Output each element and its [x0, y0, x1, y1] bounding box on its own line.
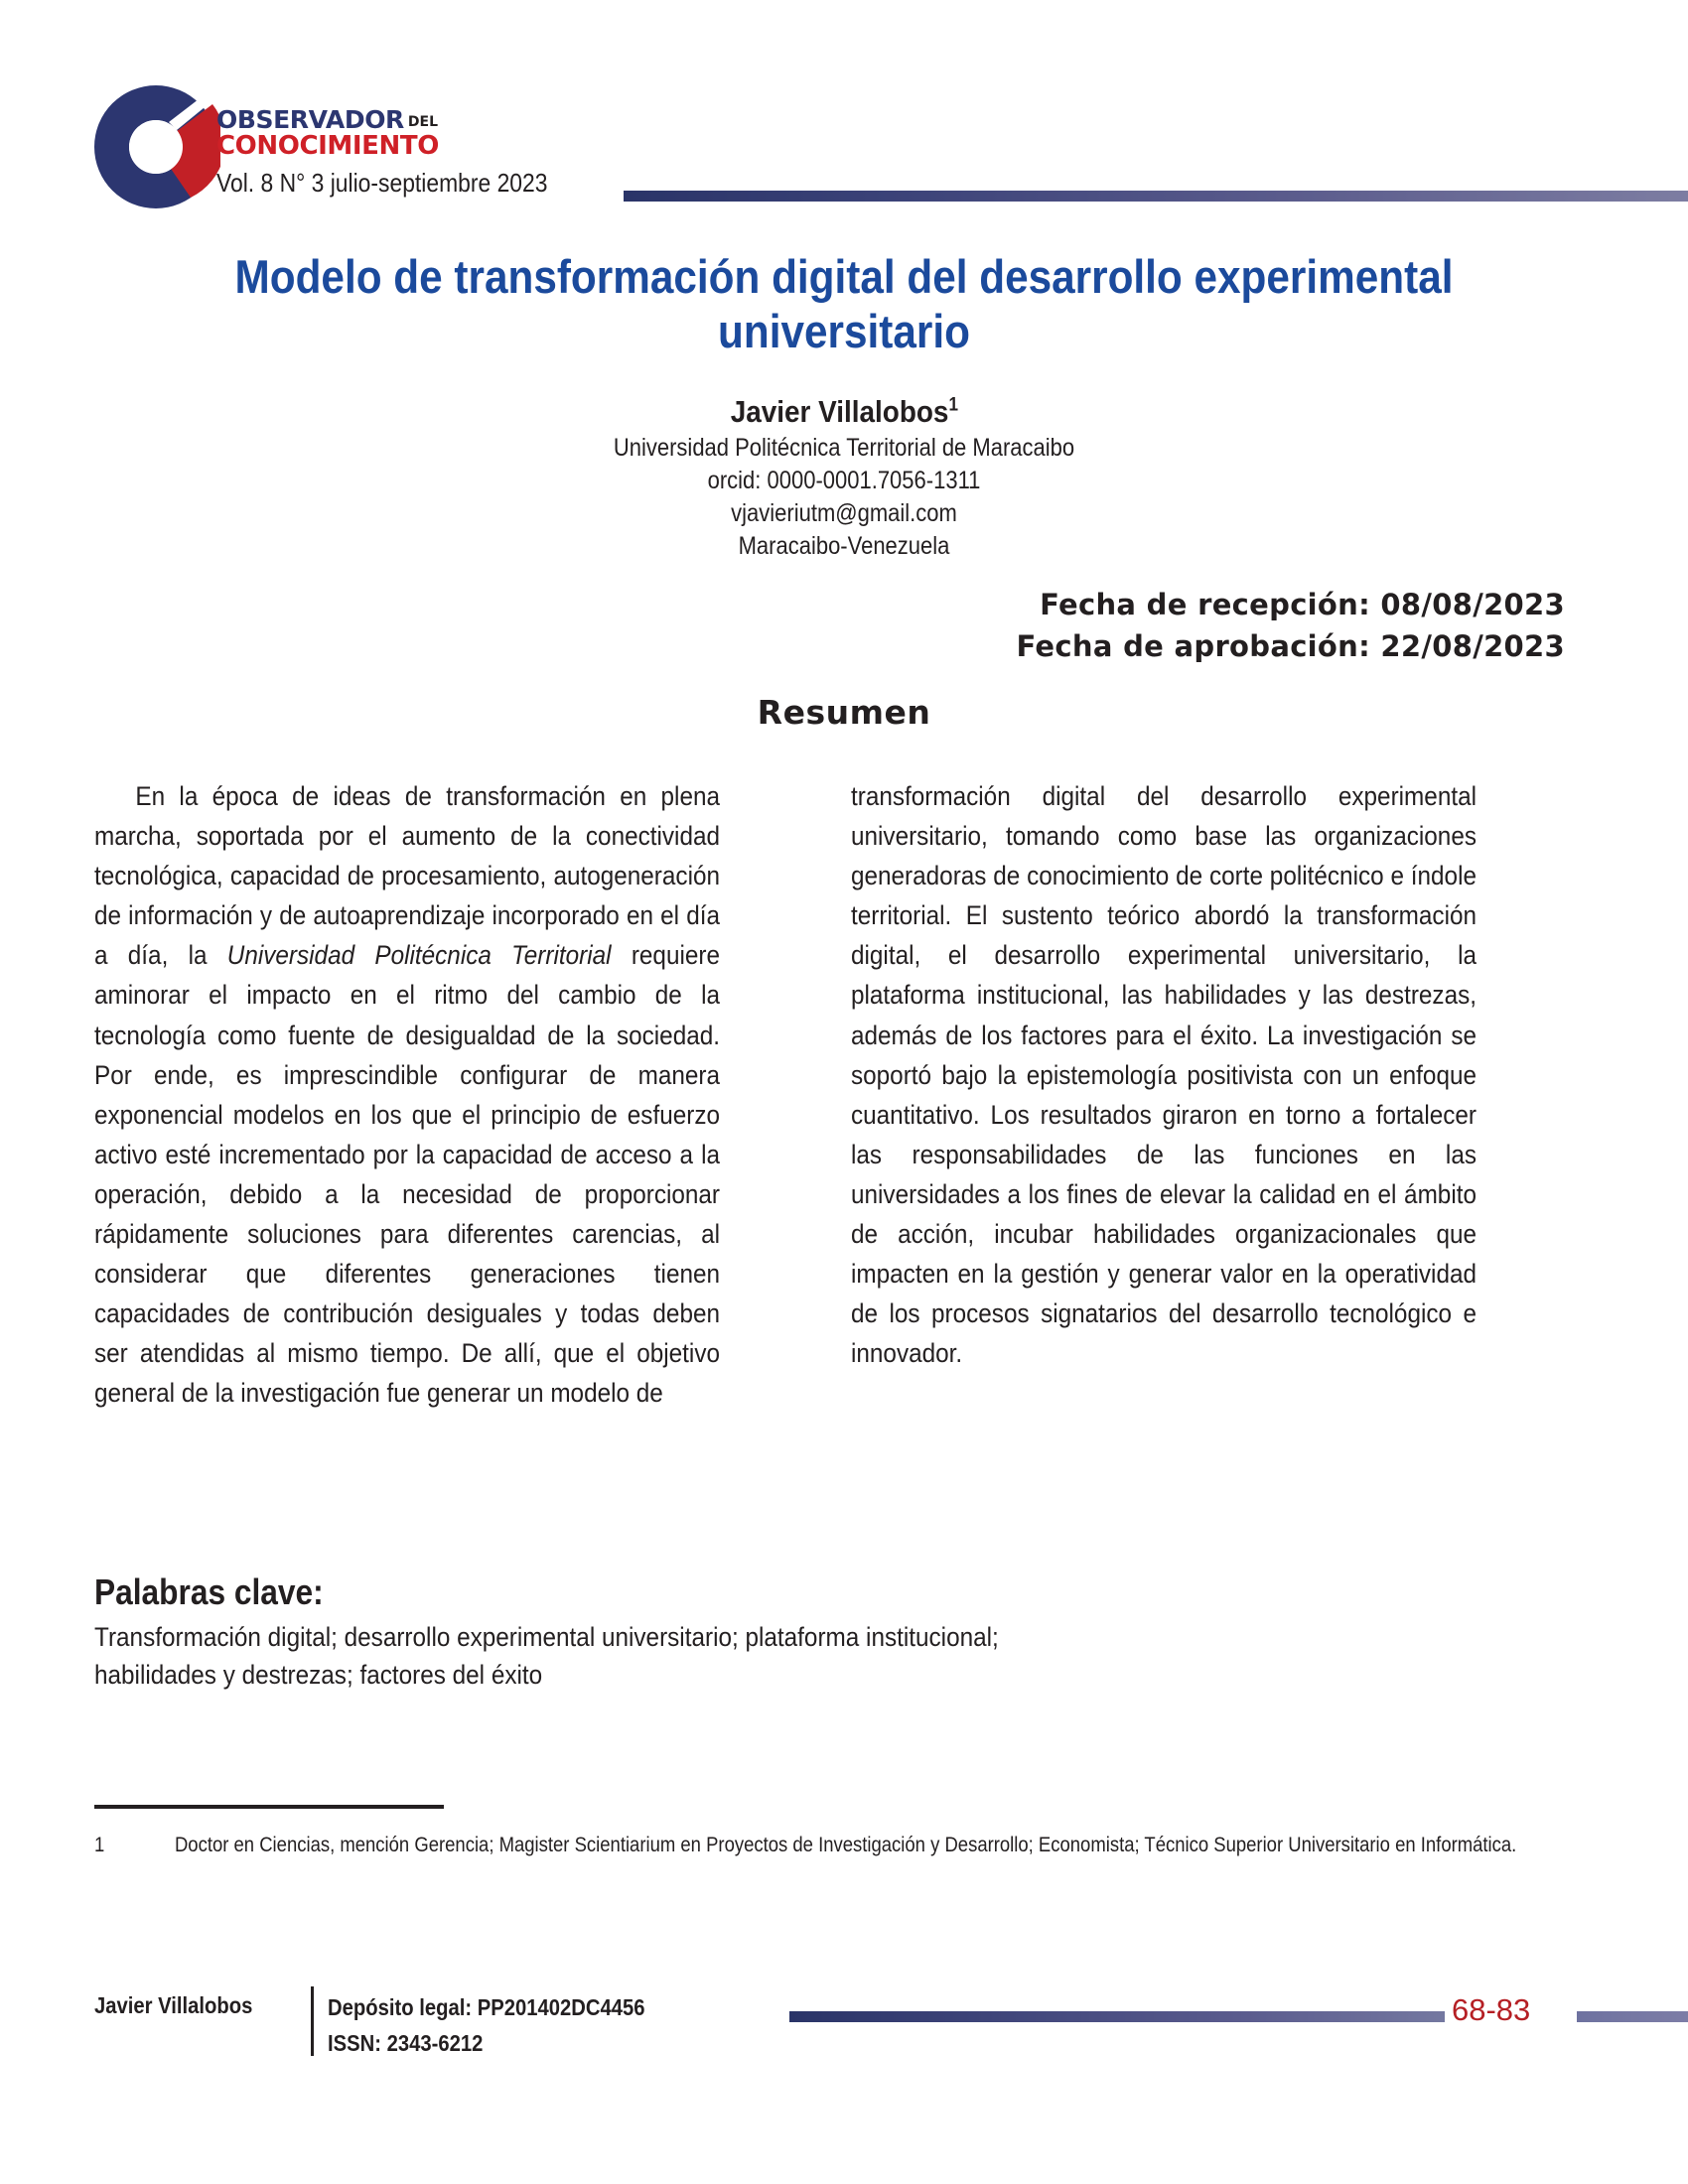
masthead-del-text: DEL [407, 114, 439, 130]
author-location: Maracaibo-Venezuela [738, 531, 950, 560]
footnote-separator-rule [94, 1805, 444, 1809]
footnote-text: Doctor en Ciencias, mención Gerencia; Magister Scientiarium en Proyectos de Investigación y Desarrollo; Economista; Técnico Superior Universitario en Informática. [174, 1834, 1517, 1856]
author-affiliation: Universidad Politécnica Territorial de Maracaibo [613, 433, 1075, 462]
page-footer [0, 1990, 1688, 2110]
author-name-line [149, 392, 1539, 432]
footer-divider [311, 1986, 314, 2056]
logo-inner-hole [129, 120, 183, 174]
page-header [0, 0, 1688, 213]
author-block [149, 392, 1539, 563]
abstract-left-paragraph [94, 776, 720, 1414]
reception-date: Fecha de recepción: 08/08/2023 [1040, 588, 1565, 621]
keywords-text: Transformación digital; desarrollo experimental universitario; plataforma institucional; habilidades y destrezas; factores del éxito [94, 1622, 999, 1690]
publication-dates [0, 584, 1565, 667]
abstract-columns [94, 776, 1546, 1414]
header-gradient-rule [624, 191, 1688, 202]
keywords-section [94, 1570, 1385, 1695]
author-name [730, 392, 957, 432]
author-orcid: orcid: 0000-0001.7056-1311 [707, 466, 981, 494]
journal-masthead [216, 107, 633, 199]
footer-issn: ISSN: 2343-6212 [328, 2029, 484, 2056]
abstract-column-left [94, 776, 720, 1414]
observador-c-logo-icon [91, 82, 220, 211]
abstract-left-part2: requiere aminorar el impacto en el ritmo del cambio de la tecnología como fuente de desigualdad de la sociedad. Por ende, es imprescindible configurar de manera exponencial modelos en los que el principio de esfuerzo activo esté incrementado por la capacidad de acceso a la operación, debido a la necesidad de proporcionar rápidamente soluciones para diferentes carencias, al considerar que diferentes generaciones tienen capacidades de contribución desiguales y todas deben ser atendidas al mismo tiempo. De allí, que el objetivo general de la investigación fue generar un modelo de [94, 940, 720, 1409]
abstract-column-right [851, 776, 1477, 1414]
article-title: Modelo de transformación digital del desarrollo experimental universitario [234, 250, 1454, 357]
keywords-heading: Palabras clave: [94, 1571, 324, 1612]
abstract-heading: Resumen [757, 693, 931, 732]
author-email: vjavieriutm@gmail.com [731, 498, 957, 527]
author-footnote-marker: 1 [948, 394, 958, 416]
abstract-left-part1: En la época de ideas de transformación en plena marcha, soportada por el aumento de la conectividad tecnológica, capacidad de procesamiento, autogeneración de información y de autoaprendizaje incorporado en el día a día, la [94, 781, 720, 971]
masthead-line-conocimiento: CONOCIMIENTO [216, 131, 439, 161]
abstract-left-italic: Universidad Politécnica Territorial [226, 940, 612, 971]
masthead-volume-line: Vol. 8 N° 3 julio-septiembre 2023 [216, 167, 548, 198]
footer-gradient-bar-left [789, 2011, 1445, 2022]
footer-gradient-bar-right [1577, 2011, 1688, 2022]
journal-logo [91, 82, 220, 211]
masthead-line-observador [216, 107, 633, 132]
footer-author: Javier Villalobos [94, 1992, 253, 2018]
footer-deposito-legal: Depósito legal: PP201402DC4456 [328, 1994, 645, 2020]
abstract-right-paragraph: transformación digital del desarrollo experimental universitario, tomando como base las organizaciones generadoras de conocimiento de corte politécnico e índole territorial. El sustento teórico abordó la transformación digital, el desarrollo experimental universitario, la plataforma institucional, las habilidades y las destrezas, además de los factores para el éxito. La investigación se soportó bajo la epistemología positivista con un enfoque cuantitativo. Los resultados giraron en torno a fortalecer las responsabilidades de las funciones en las universidades a los fines de elevar la calidad en el ámbito de acción, incubar habilidades organizacionales que impacten en la gestión y generar valor en la operatividad de los procesos signatarios del desarrollo tecnológico e innovador. [851, 781, 1477, 1369]
footnote-block [94, 1832, 1559, 1860]
author-name-text: Javier Villalobos [730, 394, 949, 429]
footnote-marker: 1 [94, 1834, 105, 1856]
approval-date: Fecha de aprobación: 22/08/2023 [1016, 629, 1565, 664]
footer-page-range: 68-83 [1452, 1992, 1531, 2027]
masthead-observador-text: OBSERVADOR [216, 105, 404, 134]
footer-legal-block [328, 1990, 644, 2061]
